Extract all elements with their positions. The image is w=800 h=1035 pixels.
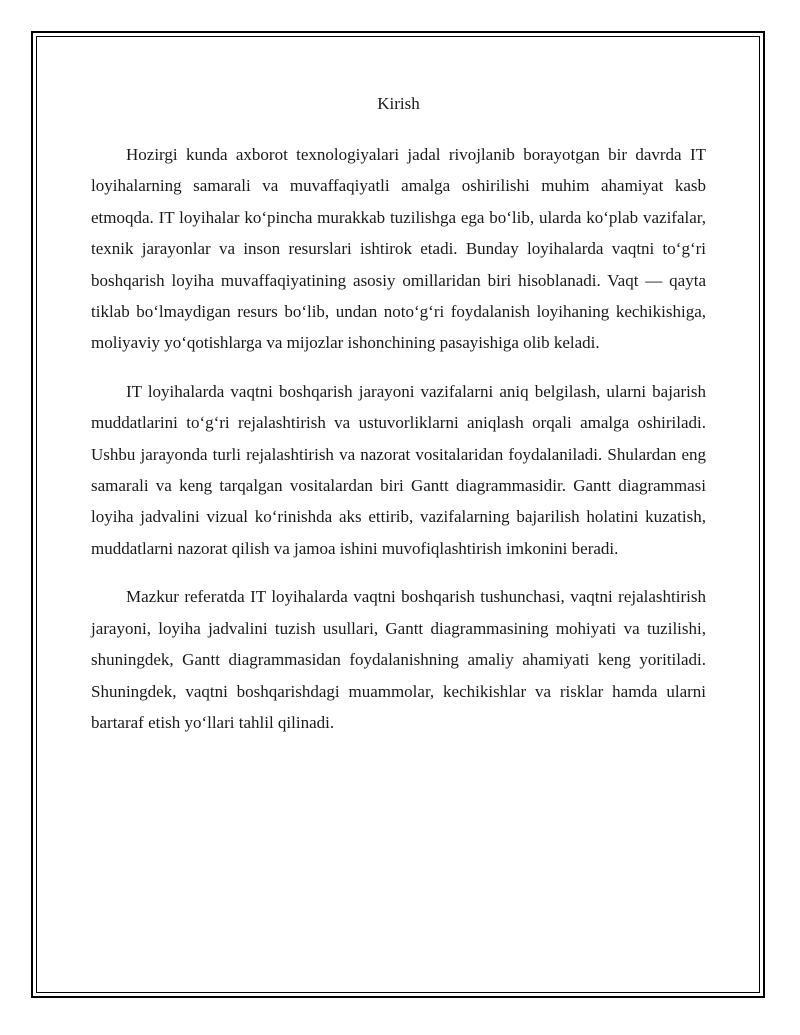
paragraph-2: IT loyihalarda vaqtni boshqarish jarayoni vazifalarni aniq belgilash, ularni bajarish muddatlarini to‘g‘ri rejalashtirish va ustuvorliklarni aniqlash orqali amalga oshiriladi. Ushbu jarayonda turli rejalashtirish va nazorat vositalaridan foydalaniladi. Shulardan eng samarali va keng tarqalgan vositalardan biri Gantt diagrammasidir. Gantt diagrammasi loyiha jadvalini vizual ko‘rinishda aks ettirib, vazifalarning bajarilish holatini kuzatish, muddatlarni nazorat qilish va jamoa ishini muvofiqlashtirish imkonini beradi. [91, 381, 706, 558]
section-title: Kirish [377, 94, 420, 113]
paragraph-3: Mazkur referatda IT loyihalarda vaqtni boshqarish tushunchasi, vaqtni rejalashtirish jarayoni, loyiha jadvalini tuzish usullari, Gantt diagrammasining mohiyati va tuzilishi, shuningdek, Gantt diagrammasidan foydalanishning amaliy ahamiyati keng yoritiladi. Shuningdek, vaqtni boshqarishdagi muammolar, kechikishlar va risklar hamda ularni bartaraf etish yo‘llari tahlil qilinadi. [91, 587, 706, 732]
document-body [91, 88, 706, 738]
paragraph-1: Hozirgi kunda axborot texnologiyalari jadal rivojlanib borayotgan bir davrda IT loyihalarning samarali va muvaffaqiyatli amalga oshirilishi muhim ahamiyat kasb etmoqda. IT loyihalar ko‘pincha murakkab tuzilishga ega bo‘lib, ularda ko‘plab vazifalar, texnik jarayonlar va inson resurslari ishtirok etadi. Bunday loyihalarda vaqtni to‘g‘ri boshqarish loyiha muvaffaqiyatining asosiy omillaridan biri hisoblanadi. Vaqt — qayta tiklab bo‘lmaydigan resurs bo‘lib, undan noto‘g‘ri foydalanish loyihaning kechikishiga, moliyaviy yo‘qotishlarga va mijozlar ishonchining pasayishiga olib keladi. [91, 145, 706, 353]
